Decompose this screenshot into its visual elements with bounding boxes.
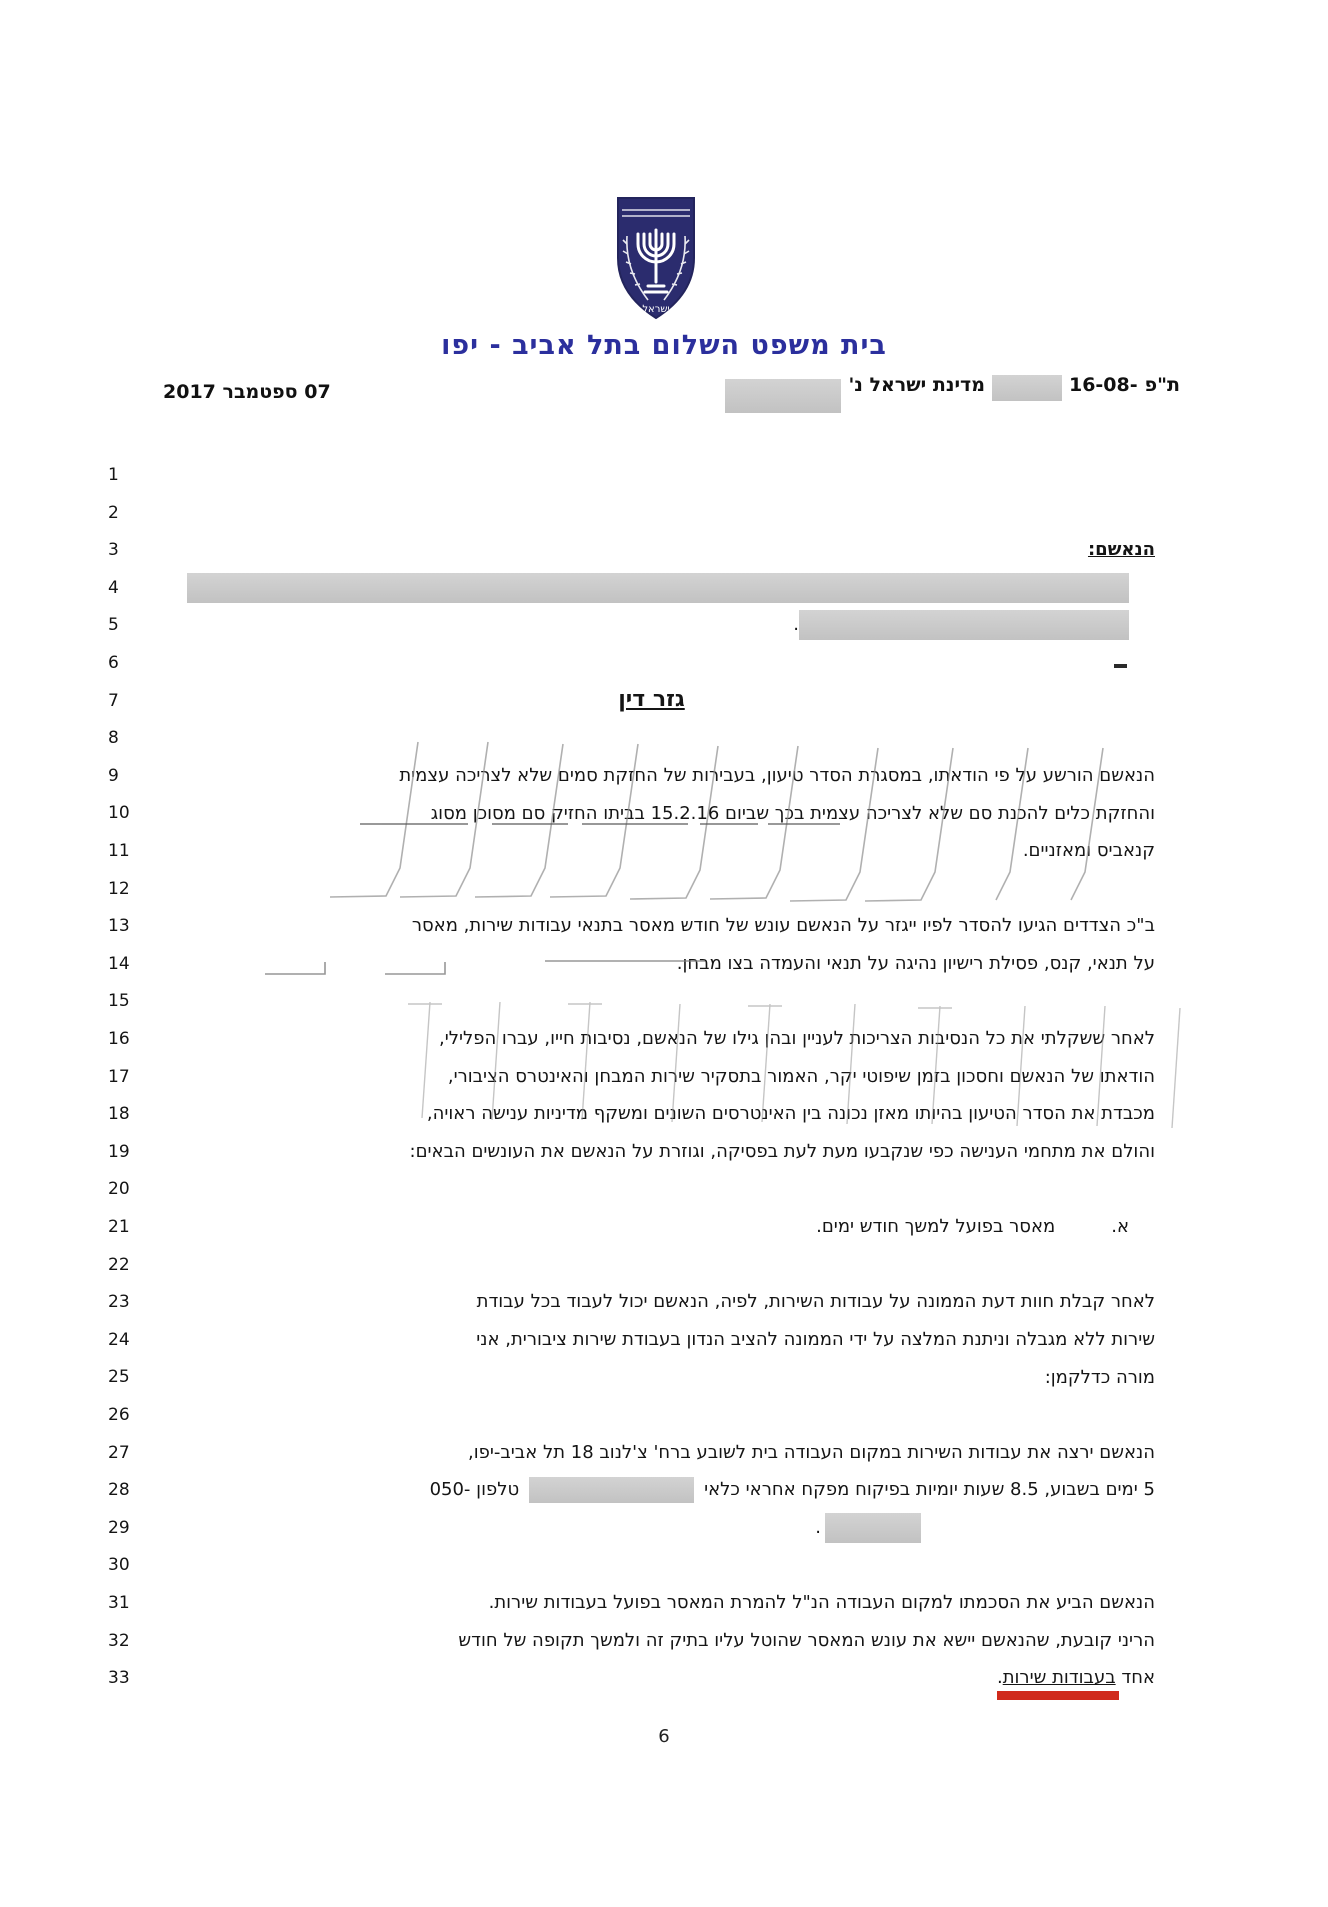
line-number: 15 — [108, 991, 130, 1012]
line-number: 12 — [108, 878, 130, 899]
document-line — [108, 1546, 1155, 1584]
page-number: 6 — [658, 1726, 670, 1747]
list-marker: א. — [1111, 1216, 1129, 1238]
verdict-title: גזר דין — [618, 687, 685, 713]
body-text: קנאביס ומאזניים. — [1022, 840, 1155, 862]
line-number: 14 — [108, 953, 130, 974]
line-number: 5 — [108, 615, 119, 636]
document-line — [108, 1434, 1155, 1472]
line-number: 11 — [108, 841, 130, 861]
document-line — [108, 644, 1155, 682]
document-line — [108, 1509, 1155, 1547]
line-number: 2 — [108, 502, 119, 523]
line-number: 4 — [108, 577, 119, 598]
document-line — [108, 945, 1155, 983]
line-number: 32 — [108, 1630, 130, 1651]
defendant-label: הנאשם: — [1087, 539, 1155, 561]
document-line — [108, 794, 1155, 832]
line-number: 28 — [108, 1480, 130, 1501]
line-number: 24 — [108, 1329, 130, 1350]
document-line — [108, 682, 1155, 720]
document-date: 07 ספטמבר 2017 — [163, 381, 331, 403]
line-number: 33 — [108, 1668, 130, 1689]
body-text: הנאשם הביע את הסכמתו למקום העבודה הנ"ל להמרת המאסר בפועל בעבודות שירות. — [488, 1592, 1155, 1614]
body-text: 5 ימים בשבוע, 8.5 שעות יומיות בפיקוח מפקח אחראי כלאי — [704, 1479, 1155, 1501]
period-mark: . — [815, 1516, 821, 1538]
case-parties: מדינת ישראל נ' — [848, 374, 985, 396]
body-text: לאחר קבלת חוות דעת הממונה על עבודות השירות, לפיה, הנאשם יכול לעבוד בכל עבודת — [476, 1291, 1155, 1313]
line-number: 23 — [108, 1292, 130, 1313]
body-text: מורה כדלקמן: — [1044, 1366, 1155, 1388]
body-text: על תנאי, קנס, פסילת רישיון נהיגה על תנאי והעמדה בצו מבחן. — [676, 953, 1155, 974]
body-text: והולם את מתחמי הענישה כפי שנקבעו מעת לעת בפסיקה, וגוזרת על הנאשם את העונשים הבאים: — [409, 1141, 1155, 1162]
document-line — [108, 1095, 1155, 1133]
case-number: 16-08- — [1068, 374, 1138, 396]
body-text: שירות ללא מגבלה וניתנת המלצה על ידי הממונה להציב הנדון בעבודת שירות ציבורית, אני — [476, 1329, 1155, 1350]
case-type-label: ת"פ — [1144, 374, 1180, 396]
period-mark: . — [793, 614, 799, 636]
document-line — [108, 1283, 1155, 1321]
document-line — [108, 757, 1155, 795]
document-line — [108, 494, 1155, 532]
document-line — [108, 1170, 1155, 1208]
document-line — [108, 1058, 1155, 1096]
line-number: 3 — [108, 540, 119, 561]
phone-prefix: 050- — [429, 1479, 471, 1501]
document-line — [108, 907, 1155, 945]
document-line — [108, 1321, 1155, 1359]
body-text: הריני קובעת, שהנאשם יישא את עונש המאסר שהוטל עליו בתיק זה ולמשך תקופה של חודש — [458, 1629, 1155, 1651]
svg-text:ישראל: ישראל — [642, 304, 670, 315]
body-text: מאסר בפועל למשך חודש ימים. — [816, 1216, 1056, 1238]
document-line — [108, 606, 1155, 644]
document-line — [108, 1622, 1155, 1660]
document-line — [108, 456, 1155, 494]
body-text: לאחר ששקלתי את כל הנסיבות הצריכות לעניין ובהן גילו של הנאשם, נסיבות חייו, עברו הפלילי, — [438, 1028, 1155, 1050]
line-number: 7 — [108, 690, 119, 711]
document-line — [108, 870, 1155, 908]
document-line — [108, 1020, 1155, 1058]
line-number: 9 — [108, 765, 119, 786]
body-text: מכבדת את הסדר הטיעון בהיותו מאזן נכונה בין האינטרסים השונים ומשקף מדיניות ענישה ראויה, — [426, 1103, 1155, 1125]
scan-artifact-mark — [1114, 664, 1127, 668]
redaction-bar — [799, 610, 1129, 640]
document-line — [108, 531, 1155, 569]
line-number: 31 — [108, 1593, 130, 1613]
line-number: 19 — [108, 1141, 130, 1162]
israel-state-emblem-icon — [612, 194, 700, 328]
line-number: 8 — [108, 728, 119, 749]
line-number: 13 — [108, 916, 130, 937]
redaction-supervisor-name — [529, 1477, 694, 1503]
line-number: 21 — [108, 1217, 130, 1237]
redaction-phone-number — [825, 1513, 921, 1543]
body-text: הנאשם הורשע על פי הודאתו, במסגרת הסדר טיעון, בעבירות של החזקת סמים שלא לצריכה עצמית — [399, 765, 1155, 786]
document-line — [108, 832, 1155, 870]
red-underlined-phrase: בעבודות שירות — [1002, 1667, 1116, 1689]
document-line — [108, 1471, 1155, 1509]
document-line — [108, 1358, 1155, 1396]
document-line — [108, 1246, 1155, 1284]
line-number: 1 — [108, 465, 119, 485]
document-line — [108, 1396, 1155, 1434]
redaction-case-number — [992, 375, 1062, 401]
line-number: 18 — [108, 1104, 130, 1125]
line-number: 6 — [108, 653, 119, 673]
document-line — [108, 1208, 1155, 1246]
redaction-defendant-name — [725, 379, 841, 413]
document-line — [108, 569, 1155, 607]
document-line — [108, 1133, 1155, 1171]
line-number: 30 — [108, 1555, 130, 1576]
period-mark: . — [996, 1667, 1003, 1689]
body-text: ב"כ הצדדים הגיעו להסדר לפיו ייגזר על הנאשם עונש של חודש מאסר בתנאי עבודות שירות, מאסר — [411, 915, 1155, 937]
body-text: הודאתו של הנאשם וחסכון בזמן שיפוטי יקר, האמור בתסקיר שירות המבחן והאינטרס הציבורי, — [447, 1065, 1155, 1087]
document-line — [108, 1659, 1155, 1697]
document-line — [108, 719, 1155, 757]
line-number: 29 — [108, 1517, 130, 1538]
case-header — [725, 374, 1180, 413]
redaction-bar — [187, 573, 1129, 603]
body-text: אחד — [1121, 1667, 1155, 1689]
court-name: בית משפט השלום בתל אביב - יפו — [441, 330, 887, 361]
body-text: טלפון — [476, 1479, 520, 1501]
body-text: והחזקת כלים להכנת סם שלא לצריכה עצמית בכך שביום 15.2.16 בביתו החזיק סם מסוכן מסוג — [430, 802, 1155, 824]
document-line — [108, 982, 1155, 1020]
line-number: 22 — [108, 1254, 130, 1275]
line-number: 10 — [108, 803, 130, 824]
line-number: 16 — [108, 1029, 130, 1049]
body-text: הנאשם ירצה את עבודות השירות במקום העבודה בית לשובע ברח' צ'לנוב 18 תל אביב-יפו, — [467, 1441, 1155, 1463]
line-number: 25 — [108, 1367, 130, 1388]
line-number: 26 — [108, 1405, 130, 1425]
line-number: 20 — [108, 1179, 130, 1200]
line-number: 17 — [108, 1066, 130, 1087]
document-line — [108, 1584, 1155, 1622]
line-number: 27 — [108, 1442, 130, 1463]
